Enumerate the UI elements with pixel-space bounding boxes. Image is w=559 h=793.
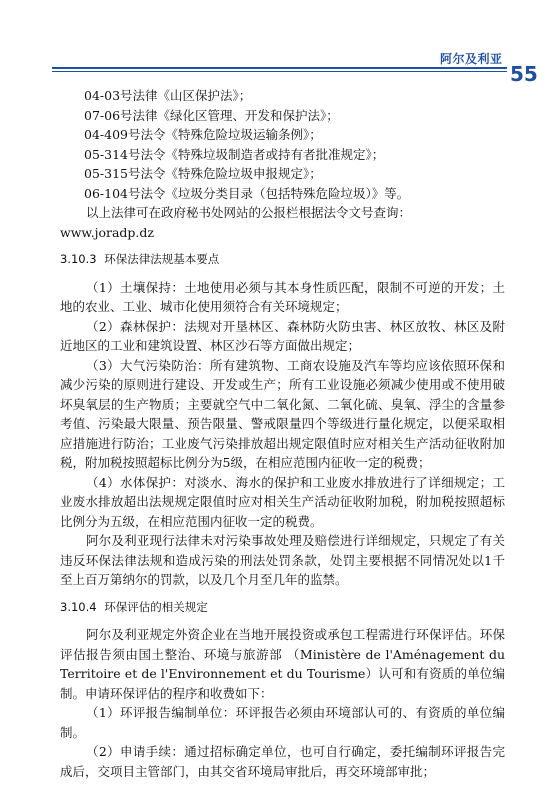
paragraph-eia-intro: 阿尔及利亚规定外资企业在当地开展投资或承包工程需进行环保评估。环保评估报告须由国土整治、环境与旅游部 （Ministère de l'Aménagement du Territoire et de l'Environnement et du Tourisme）认可和有资质的单位编制。申请环保评估的程序和收费如下： [60, 627, 505, 701]
paragraph-air: （3）大气污染防治：所有建筑物、工商农设施及汽车等均应该依照环保和减少污染的原则进行建设、开发或生产；所有工业设施必须减少使用或不使用破坏臭氧层的生产物质；主要就空气中二氧化氮、二氧化硫、臭氧、浮尘的含量参考值、污染最大限量、预告限量、警戒限量四个等级进行量化规定，以便采取相应措施进行防治；工业废气污染排放超出规定限值时应对相关生产活动征收附加税，附加税按照超标比例分为5级，在相应范围内征收一定的税费； [60, 357, 505, 470]
query-url: www.joradp.dz [60, 224, 154, 240]
law-list [60, 86, 505, 203]
header-rule [52, 67, 507, 69]
section-title: 环保法律法规基本要点 [104, 252, 220, 266]
section-heading-3-10-3 [60, 250, 505, 270]
section-number: 3.10.4 [60, 599, 97, 614]
law-item: 06-104号法令《垃圾分类目录（包括特殊危险垃圾）》等。 [84, 185, 410, 201]
paragraph-liability: 阿尔及利亚现行法律未对污染事故处理及赔偿进行详细规定，只规定了有关违反环保法律法规和造成污染的刑法处罚条款，处罚主要根据不同情况处以1千至上百万第纳尔的罚款，以及几个月至几年的监禁。 [60, 533, 505, 587]
law-item: 05-314号法令《特殊垃圾制造者或持有者批准规定》； [84, 146, 385, 162]
section-title: 环保评估的相关规定 [104, 599, 208, 614]
header-country-label: 阿尔及利亚 [440, 52, 503, 66]
law-item: 05-315号法令《特殊危险垃圾申报规定》； [84, 166, 322, 181]
header-rule-thin [52, 71, 507, 72]
paragraph-eia-unit: （1）环评报告编制单位：环评报告必须由环境部认可的、有资质的单位编制。 [60, 705, 505, 740]
law-item: 04-03号法律《山区保护法》； [84, 88, 252, 103]
query-note: 以上法律可在政府秘书处网站的公报栏根据法令文号查询： [86, 205, 412, 220]
paragraph-forest: （2）森林保护：法规对开垦林区、森林防火防虫害、林区放牧、林区及附近地区的工业和建筑设置、林区沙石等方面做出规定； [60, 318, 505, 353]
page-content [60, 86, 505, 781]
section-heading-3-10-4 [60, 598, 505, 618]
paragraph-water: （4）水体保护：对淡水、海水的保护和工业废水排放进行了详细规定；工业废水排放超出法规规定限值时应对相关生产活动征收附加税，附加税按照超标比例分为五级，在相应范围内征收一定的税费。 [60, 474, 505, 529]
page-number: 55 [510, 62, 538, 86]
paragraph-eia-procedure: （2）申请手续：通过招标确定单位，也可自行确定，委托编制环评报告完成后，交项目主管部门，由其交省环境局审批后，再交环境部审批； [60, 744, 505, 779]
law-item: 07-06号法律《绿化区管理、开发和保护法》； [84, 107, 339, 123]
paragraph-soil: （1）土壤保持：土地使用必须与其本身性质匹配，限制不可逆的开发；土地的农业、工业、城市化使用须符合有关环境规定； [60, 279, 505, 314]
section-number: 3.10.3 [60, 252, 97, 266]
law-item: 04-409号法令《特殊危险垃圾运输条例》； [84, 127, 322, 142]
